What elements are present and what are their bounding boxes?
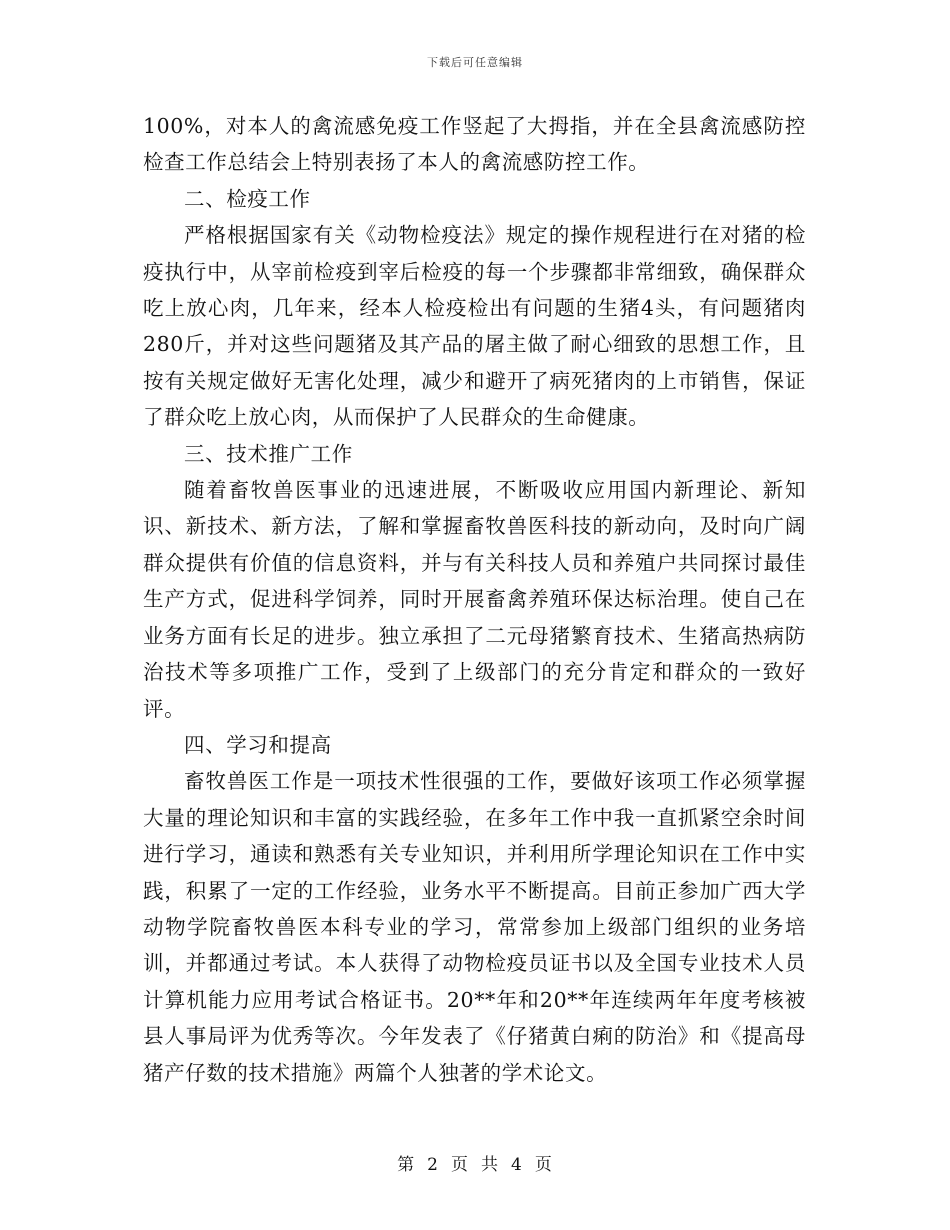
section-heading-study: 四、学习和提高 (184, 732, 332, 757)
footer-di: 第 (397, 1155, 416, 1175)
page-header-note: 下载后可任意编辑 (427, 56, 523, 69)
section-heading-tech-promotion: 三、技术推广工作 (184, 441, 353, 466)
page-number: 2 (427, 1155, 439, 1175)
document-body (143, 108, 806, 1091)
section-heading-quarantine: 二、检疫工作 (184, 186, 311, 211)
paragraph-study: 畜牧兽医工作是一项技术性很强的工作，要做好该项工作必须掌握大量的理论知识和丰富的实践经验，在多年工作中我一直抓紧空余时间进行学习，通读和熟悉有关专业知识，并利用所学理论知识在工作中实践，积累了一定的工作经验，业务水平不断提高。目前正参加广西大学动物学院畜牧兽医本科专业的学习，常常参加上级部门组织的业务培训，并都通过考试。本人获得了动物检疫员证书以及全国专业技术人员计算机能力应用考试合格证书。20**年和20**年连续两年年度考核被县人事局评为优秀等次。今年发表了《仔猪黄白痢的防治》和《提高母猪产仔数的技术措施》两篇个人独著的学术论文。 (143, 769, 806, 1085)
total-pages: 4 (511, 1155, 523, 1175)
paragraph-quarantine: 严格根据国家有关《动物检疫法》规定的操作规程进行在对猪的检疫执行中，从宰前检疫到宰后检疫的每一个步骤都非常细致，确保群众吃上放心肉，几年来，经本人检疫检出有问题的生猪4头，有问题猪肉280斤，并对这些问题猪及其产品的屠主做了耐心细致的思想工作，且按有关规定做好无害化处理，减少和避开了病死猪肉的上市销售，保证了群众吃上放心肉，从而保护了人民群众的生命健康。 (143, 223, 806, 430)
paragraph-immunization-continued: 100%，对本人的禽流感免疫工作竖起了大拇指，并在全县禽流感防控检查工作总结会上特别表扬了本人的禽流感防控工作。 (143, 114, 806, 175)
footer-gong: 共 (481, 1155, 499, 1175)
footer-ye2: 页 (534, 1155, 553, 1175)
page-footer (0, 1150, 950, 1175)
footer-ye: 页 (451, 1155, 469, 1175)
paragraph-tech-promotion: 随着畜牧兽医事业的迅速进展，不断吸收应用国内新理论、新知识、新技术、新方法，了解和掌握畜牧兽医科技的新动向，及时向广阔群众提供有价值的信息资料，并与有关科技人员和养殖户共同探讨最佳生产方式，促进科学饲养，同时开展畜禽养殖环保达标治理。使自己在业务方面有长足的进步。独立承担了二元母猪繁育技术、生猪高热病防治技术等多项推广工作，受到了上级部门的充分肯定和群众的一致好评。 (143, 478, 806, 721)
